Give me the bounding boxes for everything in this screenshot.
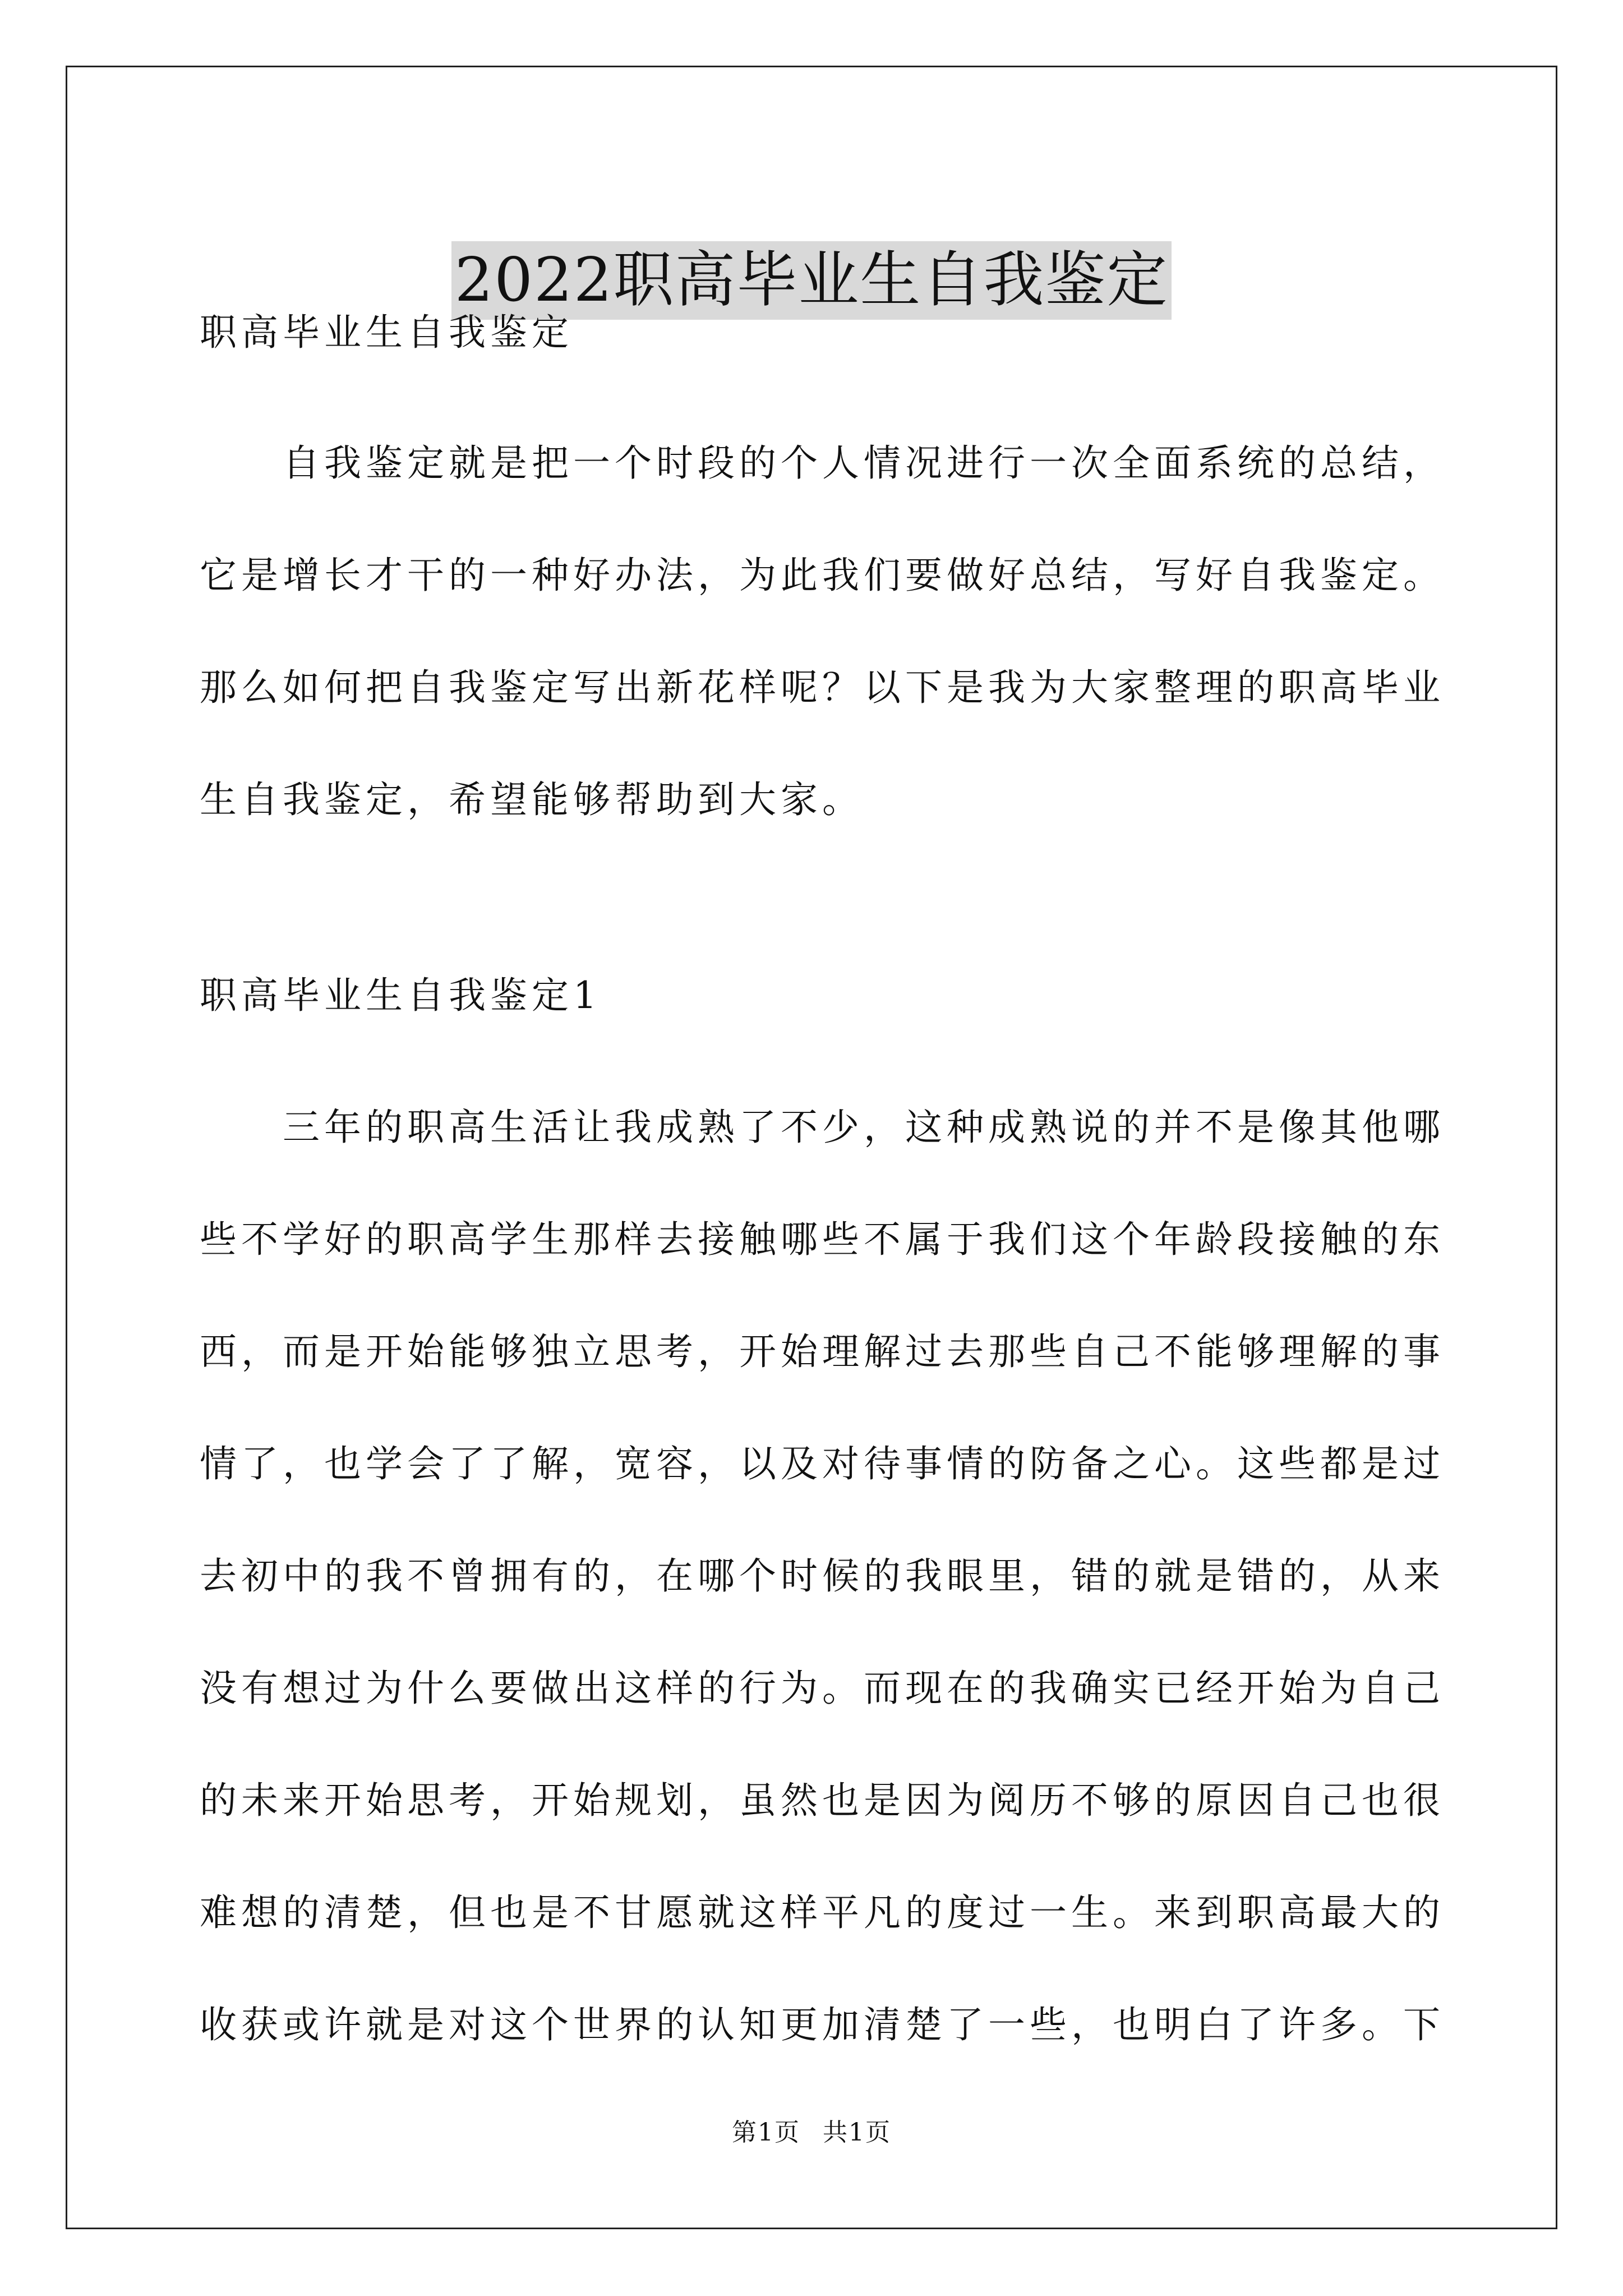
section-line: 收获或许就是对这个世界的认知更加清楚了一些，也明白了许多。下 — [200, 2003, 1445, 2046]
document-subtitle: 职高毕业生自我鉴定 — [200, 311, 573, 354]
section-line: 情了，也学会了了解，宽容，以及对待事情的防备之心。这些都是过 — [200, 1442, 1445, 1485]
section-heading: 职高毕业生自我鉴定1 — [200, 974, 601, 1017]
section-line: 的未来开始思考，开始规划，虽然也是因为阅历不够的原因自己也很 — [200, 1779, 1445, 1822]
intro-line: 生自我鉴定，希望能够帮助到大家。 — [200, 778, 864, 821]
section-line: 没有想过为什么要做出这样的行为。而现在的我确实已经开始为自己 — [200, 1667, 1445, 1710]
section-paragraph — [200, 1071, 1445, 2081]
intro-line: 它是增长才干的一种好办法，为此我们要做好总结，写好自我鉴定。 — [200, 554, 1445, 597]
section-line: 些不学好的职高学生那样去接触哪些不属于我们这个年龄段接触的东 — [200, 1218, 1445, 1261]
intro-line: 那么如何把自我鉴定写出新花样呢？以下是我为大家整理的职高毕业 — [200, 666, 1445, 709]
section-line: 三年的职高生活让我成熟了不少，这种成熟说的并不是像其他哪 — [200, 1106, 1445, 1149]
page-footer: 第1页 共1页 — [732, 2118, 891, 2147]
section-line: 去初中的我不曾拥有的，在哪个时候的我眼里，错的就是错的，从来 — [200, 1554, 1445, 1598]
intro-paragraph — [200, 407, 1445, 856]
section-line: 西，而是开始能够独立思考，开始理解过去那些自己不能够理解的事 — [200, 1330, 1445, 1373]
intro-line: 自我鉴定就是把一个时段的个人情况进行一次全面系统的总结， — [200, 441, 1445, 485]
document-title: 2022职高毕业生自我鉴定 — [451, 241, 1172, 320]
section-line: 难想的清楚，但也是不甘愿就这样平凡的度过一生。来到职高最大的 — [200, 1891, 1445, 1934]
